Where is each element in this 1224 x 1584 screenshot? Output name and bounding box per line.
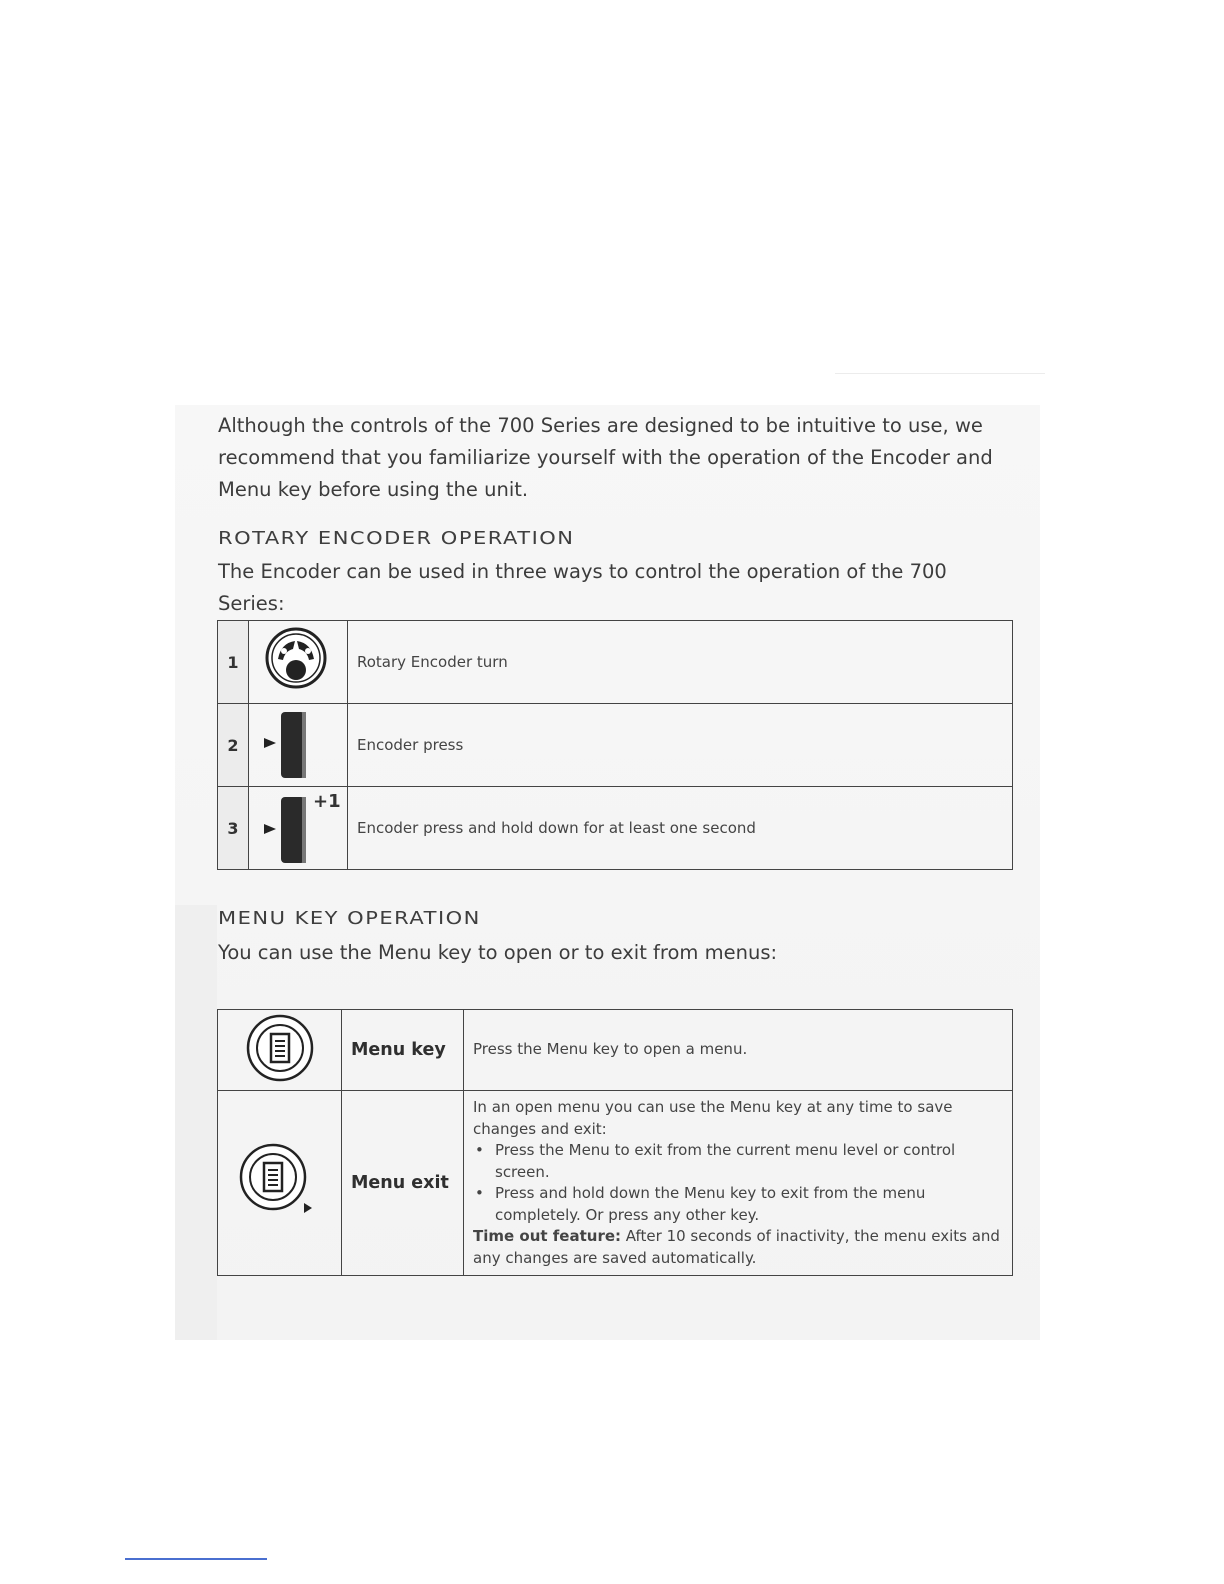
icon-cell (218, 1091, 342, 1276)
icon-cell (249, 787, 348, 870)
encoder-press-icon (249, 704, 347, 782)
scan-shadow (175, 905, 217, 1340)
menu-exit-intro: In an open menu you can use the Menu key at any time to save changes and exit: (473, 1098, 953, 1138)
timeout-label: Time out feature: (473, 1227, 622, 1245)
menu-key-label: Menu key (342, 1010, 464, 1091)
table-row (218, 1091, 1013, 1276)
rotary-encoder-icon (249, 621, 347, 699)
list-item: • Press and hold down the Menu key to exit from the menu completely. Or press any other key. (495, 1183, 1002, 1226)
row-number: 2 (218, 704, 249, 787)
menu-exit-bullets (473, 1140, 1002, 1226)
list-item: • Press the Menu to exit from the current menu level or control screen. (495, 1140, 1002, 1183)
icon-cell (249, 704, 348, 787)
operation-description: Encoder press and hold down for at least one second (348, 787, 1013, 870)
table-row (218, 787, 1013, 870)
timeout-text: After 10 seconds of inactivity, the menu exits and any changes are saved automatically. (473, 1227, 1000, 1267)
menu-exit-label: Menu exit (342, 1091, 464, 1276)
row-number: 3 (218, 787, 249, 870)
icon-cell (249, 621, 348, 704)
timeout-note (473, 1226, 1002, 1269)
hold-badge: +1 (313, 791, 341, 812)
menu-key-description: You can use the Menu key to open or to exit from menus: (218, 941, 778, 964)
scan-artifact-line (835, 373, 1045, 374)
menu-exit-icon (235, 1141, 325, 1221)
menu-key-heading: MENU KEY OPERATION (218, 908, 481, 929)
icon-cell (218, 1010, 342, 1091)
menu-key-text: Press the Menu key to open a menu. (464, 1010, 1013, 1091)
row-number: 1 (218, 621, 249, 704)
rotary-encoder-heading: ROTARY ENCODER OPERATION (218, 528, 575, 549)
footnote-separator (125, 1558, 267, 1560)
intro-paragraph: Although the controls of the 700 Series are designed to be intuitive to use, we recommend that you familiarize yourself with the operation of the Encoder and Menu key before using the unit. (218, 414, 993, 501)
table-row (218, 621, 1013, 704)
encoder-operations-table (217, 620, 1013, 870)
table-row (218, 1010, 1013, 1091)
menu-key-table (217, 1009, 1013, 1276)
rotary-encoder-description: The Encoder can be used in three ways to control the operation of the 700 Series: (218, 560, 947, 615)
operation-description: Encoder press (348, 704, 1013, 787)
menu-exit-text (464, 1091, 1013, 1276)
operation-description: Rotary Encoder turn (348, 621, 1013, 704)
menu-key-icon (244, 1012, 316, 1084)
table-row (218, 704, 1013, 787)
